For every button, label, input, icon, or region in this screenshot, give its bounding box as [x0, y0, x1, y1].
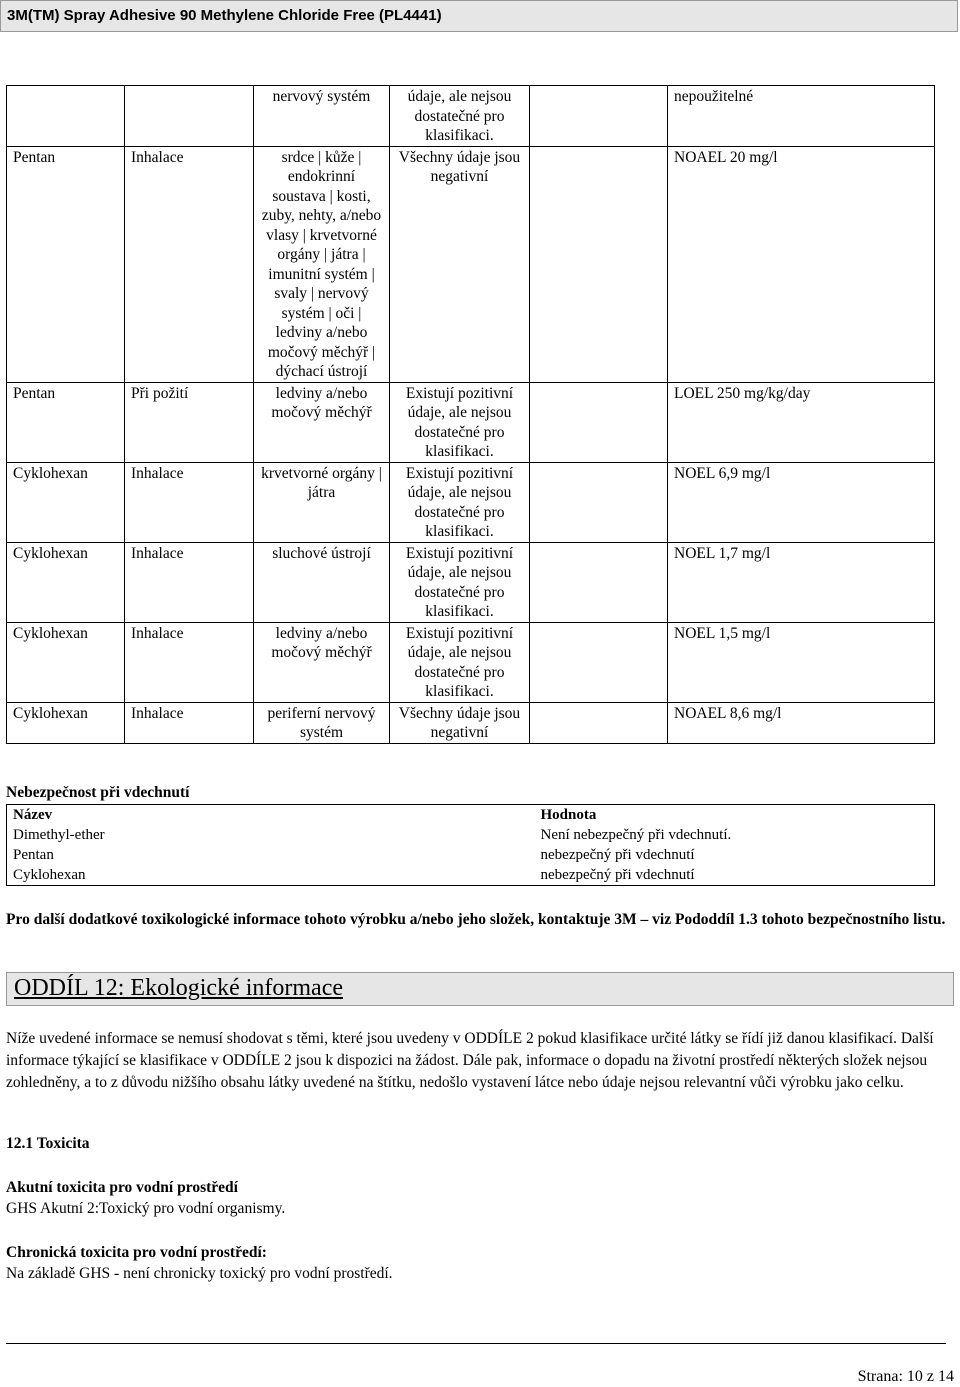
table-row — [7, 146, 935, 382]
substance-cell: Pentan — [7, 382, 125, 462]
table-row — [7, 382, 935, 462]
table-row — [7, 462, 935, 542]
blank-cell — [530, 462, 668, 542]
blank-cell — [530, 146, 668, 382]
table-header-row — [7, 805, 935, 826]
blank-cell — [530, 622, 668, 702]
value-cell: NOAEL 8,6 mg/l — [668, 702, 935, 743]
table-row — [7, 622, 935, 702]
organs-cell: ledviny a/nebo močový měchýř — [254, 622, 390, 702]
blank-cell — [530, 86, 668, 147]
contact-note: Pro další dodatkové toxikologické informace tohoto výrobku a/nebo jeho složek, kontaktuje 3M – viz Pododdíl 1.3 tohoto bezpečnostního listu. — [6, 911, 946, 928]
route-cell: Inhalace — [125, 622, 254, 702]
value-cell: NOAEL 20 mg/l — [668, 146, 935, 382]
aspiration-hazard-heading: Nebezpečnost při vdechnutí — [6, 784, 190, 801]
table-row — [7, 702, 935, 743]
result-cell: Existují pozitivní údaje, ale nejsou dostatečné pro klasifikaci. — [390, 622, 530, 702]
section-12-intro: Níže uvedené informace se nemusí shodovat s těmi, které jsou uvedeny v ODDÍLE 2 pokud klasifikace určité látky se řídí již danou klasifikací. Další informace týkající se klasifikace v ODDÍLE 2 jsou k dispozici na žádost. Dále pak, informace o dopadu na životní prostředí některých složek nejsou zohledněny, a to z důvodu nižšího obsahu látky uvedené na štítku, nedošlo vystavení látce nebo údaje nejsou relevantní vůči výrobku jako celku. — [6, 1030, 934, 1091]
blank-cell — [530, 382, 668, 462]
value-cell: LOEL 250 mg/kg/day — [668, 382, 935, 462]
aspiration-hazard-table — [6, 804, 935, 886]
substance-cell: Cyklohexan — [7, 702, 125, 743]
route-cell — [125, 86, 254, 147]
organs-cell: nervový systém — [254, 86, 390, 147]
route-cell: Inhalace — [125, 702, 254, 743]
organs-cell: ledviny a/nebo močový měchýř — [254, 382, 390, 462]
chronic-toxicity-heading: Chronická toxicita pro vodní prostředí: — [6, 1244, 267, 1261]
document-header — [0, 0, 958, 32]
organs-cell: sluchové ústrojí — [254, 542, 390, 622]
section-12-header — [6, 972, 954, 1006]
acute-toxicity-text: GHS Akutní 2:Toxický pro vodní organismy. — [6, 1200, 286, 1217]
table-row — [7, 86, 935, 147]
value-cell: NOEL 6,9 mg/l — [668, 462, 935, 542]
chronic-toxicity-text: Na základě GHS - není chronicky toxický pro vodní prostředí. — [6, 1265, 393, 1282]
result-cell: Všechny údaje jsou negativní — [390, 702, 530, 743]
document-title: 3M(TM) Spray Adhesive 90 Methylene Chloride Free (PL4441) — [7, 7, 442, 24]
table-row — [7, 845, 935, 865]
value-cell: NOEL 1,5 mg/l — [668, 622, 935, 702]
substance-cell: Cyklohexan — [7, 622, 125, 702]
table-row — [7, 542, 935, 622]
blank-cell — [530, 542, 668, 622]
substance-cell: Pentan — [7, 146, 125, 382]
result-cell: Všechny údaje jsou negativní — [390, 146, 530, 382]
hazard-value: nebezpečný při vdechnutí — [540, 867, 695, 883]
value-cell: nepoužitelné — [668, 86, 935, 147]
substance-cell: Cyklohexan — [7, 462, 125, 542]
target-organ-toxicity-table — [6, 85, 935, 744]
blank-cell — [530, 702, 668, 743]
acute-toxicity-heading: Akutní toxicita pro vodní prostředí — [6, 1179, 238, 1196]
route-cell: Inhalace — [125, 462, 254, 542]
substance-cell: Cyklohexan — [7, 542, 125, 622]
organs-cell: krvetvorné orgány | játra — [254, 462, 390, 542]
substance-cell — [7, 86, 125, 147]
section-12-title: ODDÍL 12: Ekologické informace — [14, 975, 344, 1001]
value-cell: NOEL 1,7 mg/l — [668, 542, 935, 622]
organs-cell: srdce | kůže | endokrinní soustava | kosti, zuby, nehty, a/nebo vlasy | krvetvorné orgány | játra | imunitní systém | svaly | nervový systém | oči | ledviny a/nebo močový měchýř | dýchací ústrojí — [254, 146, 390, 382]
column-header-value: Hodnota — [540, 807, 597, 823]
route-cell: Inhalace — [125, 542, 254, 622]
result-cell: Existují pozitivní údaje, ale nejsou dostatečné pro klasifikaci. — [390, 542, 530, 622]
column-header-name: Název — [13, 807, 53, 823]
result-cell: Existují pozitivní údaje, ale nejsou dostatečné pro klasifikaci. — [390, 382, 530, 462]
route-cell: Inhalace — [125, 146, 254, 382]
hazard-value: Není nebezpečný při vdechnutí. — [540, 827, 732, 843]
result-cell: údaje, ale nejsou dostatečné pro klasifikaci. — [390, 86, 530, 147]
substance-name: Dimethyl-ether — [13, 827, 105, 843]
result-cell: Existují pozitivní údaje, ale nejsou dostatečné pro klasifikaci. — [390, 462, 530, 542]
page-number: Strana: 10 z 14 — [857, 1368, 954, 1385]
table-row — [7, 865, 935, 886]
hazard-value: nebezpečný při vdechnutí — [540, 847, 695, 863]
substance-name: Pentan — [13, 847, 54, 863]
footer-divider — [6, 1343, 946, 1344]
toxicity-heading: 12.1 Toxicita — [6, 1135, 90, 1152]
table-row — [7, 825, 935, 845]
route-cell: Při požití — [125, 382, 254, 462]
substance-name: Cyklohexan — [13, 867, 86, 883]
organs-cell: periferní nervový systém — [254, 702, 390, 743]
